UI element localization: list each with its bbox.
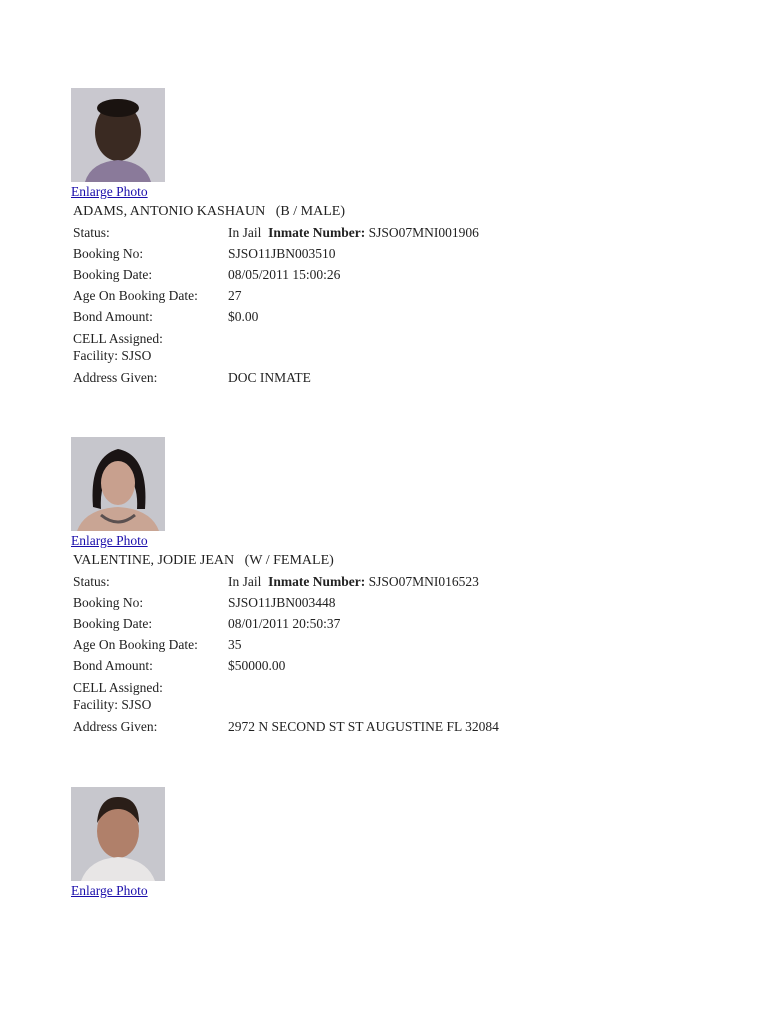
age-value: 27 (228, 288, 242, 303)
inmate-record-1 (71, 88, 711, 388)
address-label: Address Given: (73, 370, 158, 385)
booking-no-row (71, 243, 711, 264)
inmate-record-2 (71, 437, 711, 737)
booking-no-row (71, 592, 711, 613)
status-label: Status: (73, 225, 110, 240)
status-text: In Jail (228, 574, 262, 589)
age-row (71, 285, 711, 306)
enlarge-photo-link[interactable]: Enlarge Photo (71, 184, 148, 199)
booking-no-label: Booking No: (73, 246, 144, 261)
bond-row (71, 306, 711, 327)
inmate-name (71, 202, 711, 222)
inmate-record-3 (71, 787, 711, 900)
address-value: 2972 N SECOND ST ST AUGUSTINE FL 32084 (228, 719, 499, 734)
cell-label (73, 679, 163, 713)
facility-label: Facility: SJSO (73, 697, 152, 712)
cell-row (71, 327, 711, 367)
status-value (228, 571, 479, 592)
inmate-number-label: Inmate Number: (268, 225, 366, 240)
booking-date-row (71, 613, 711, 634)
mugshot-photo[interactable] (71, 437, 165, 531)
booking-no-label: Booking No: (73, 595, 144, 610)
age-label: Age On Booking Date: (73, 637, 198, 652)
booking-date-value: 08/05/2011 15:00:26 (228, 267, 341, 282)
inmate-number-label: Inmate Number: (268, 574, 366, 589)
inmate-name-text: ADAMS, ANTONIO KASHAUN (73, 204, 266, 219)
address-row (71, 716, 711, 737)
facility-label: Facility: SJSO (73, 348, 152, 363)
status-label: Status: (73, 574, 110, 589)
race-sex: (W / FEMALE) (244, 553, 334, 568)
cell-row (71, 676, 711, 716)
booking-date-value: 08/01/2011 20:50:37 (228, 616, 341, 631)
cell-assigned-label: CELL Assigned: (73, 331, 163, 346)
race-sex: (B / MALE) (275, 204, 345, 219)
cell-assigned-label: CELL Assigned: (73, 680, 163, 695)
bond-value: $0.00 (228, 309, 259, 324)
cell-label (73, 330, 163, 364)
address-label: Address Given: (73, 719, 158, 734)
booking-no-value: SJSO11JBN003510 (228, 246, 336, 261)
inmate-number-value: SJSO07MNI016523 (368, 574, 479, 589)
bond-label: Bond Amount: (73, 658, 153, 673)
status-row (71, 571, 711, 592)
booking-date-label: Booking Date: (73, 616, 153, 631)
bond-row (71, 655, 711, 676)
mugshot-photo[interactable] (71, 88, 165, 182)
age-value: 35 (228, 637, 242, 652)
booking-date-label: Booking Date: (73, 267, 153, 282)
age-label: Age On Booking Date: (73, 288, 198, 303)
status-value (228, 222, 479, 243)
enlarge-photo-link[interactable]: Enlarge Photo (71, 533, 148, 548)
status-text: In Jail (228, 225, 262, 240)
booking-date-row (71, 264, 711, 285)
inmate-name (71, 551, 711, 571)
address-row (71, 367, 711, 388)
enlarge-photo-link[interactable]: Enlarge Photo (71, 883, 148, 898)
status-row (71, 222, 711, 243)
mugshot-photo[interactable] (71, 787, 165, 881)
bond-value: $50000.00 (228, 658, 286, 673)
inmate-name-text: VALENTINE, JODIE JEAN (73, 553, 235, 568)
address-value: DOC INMATE (228, 370, 311, 385)
inmate-number-value: SJSO07MNI001906 (368, 225, 479, 240)
bond-label: Bond Amount: (73, 309, 153, 324)
age-row (71, 634, 711, 655)
booking-no-value: SJSO11JBN003448 (228, 595, 336, 610)
